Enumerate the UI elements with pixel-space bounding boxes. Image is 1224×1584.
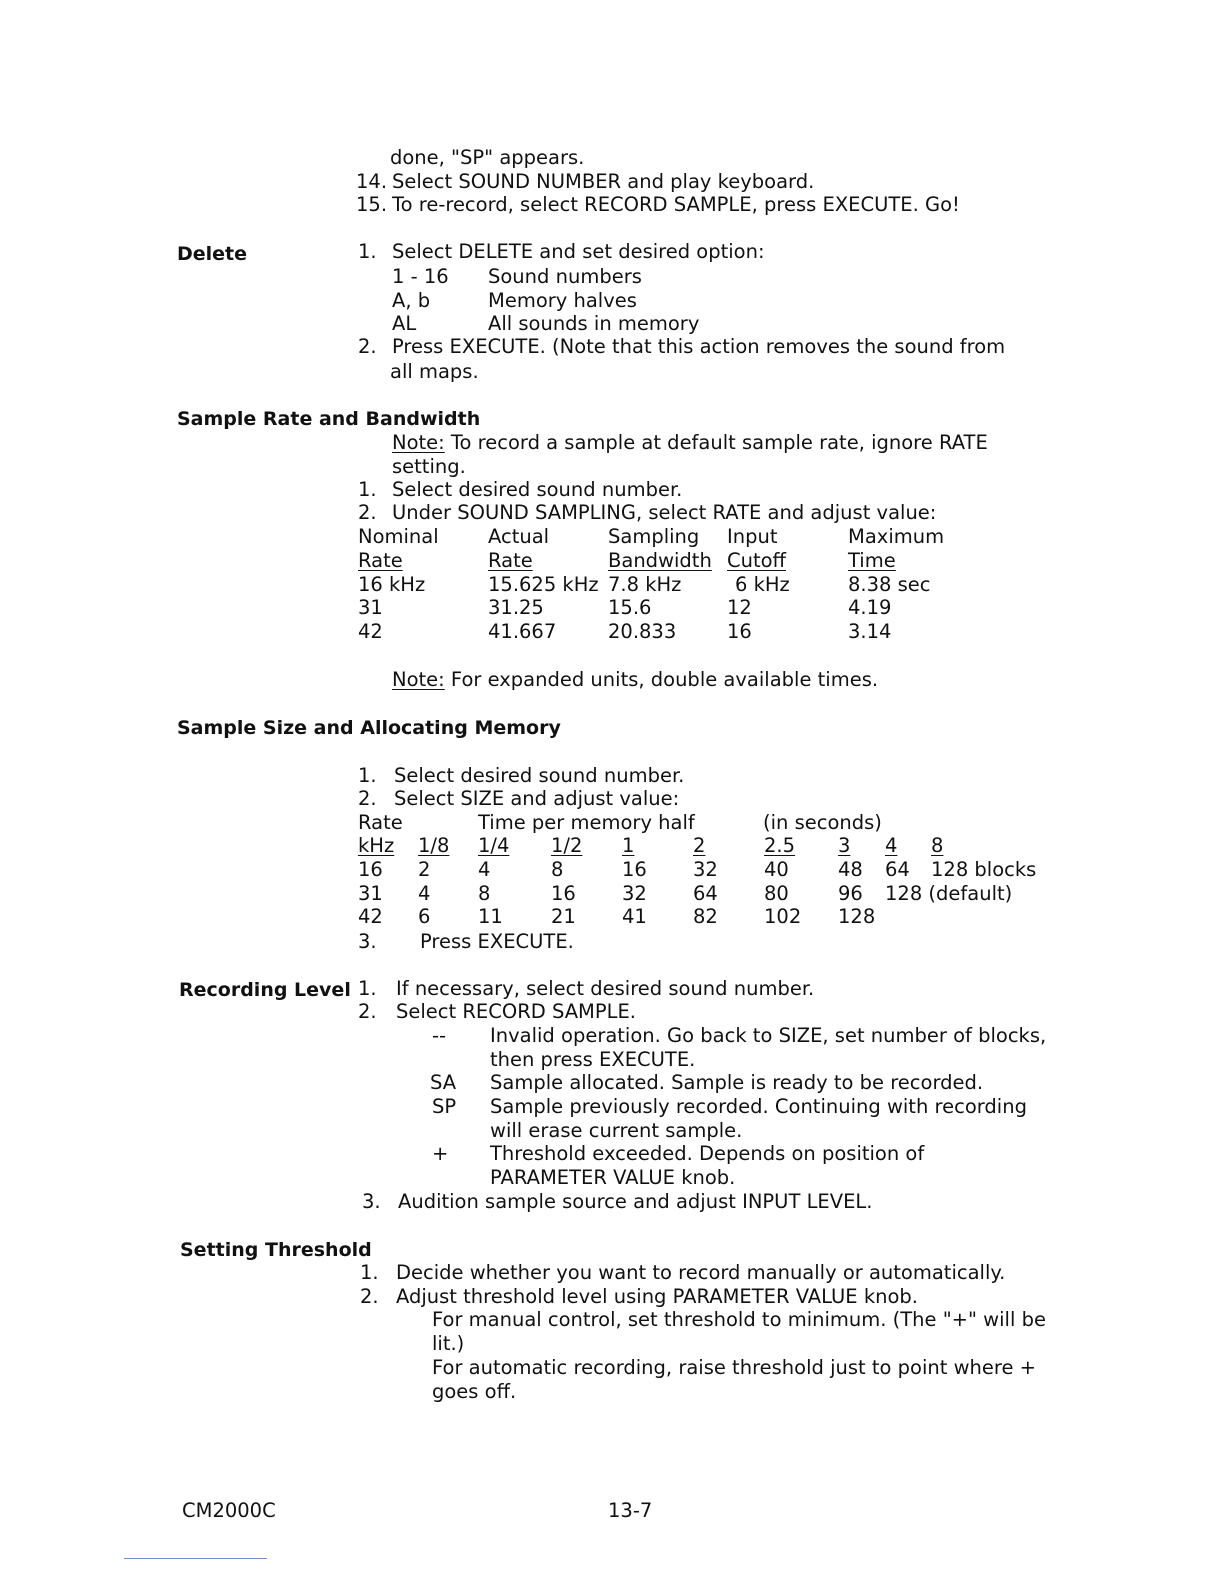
size-cell: 128 xyxy=(838,905,876,928)
level-step-2: Select RECORD SAMPLE. xyxy=(396,1000,636,1023)
note-text: For expanded units, double available times. xyxy=(444,668,879,691)
step-number: 3. xyxy=(358,930,377,953)
step-14-text: Select SOUND NUMBER and play keyboard. xyxy=(392,170,815,193)
size-col-header: 2.5 xyxy=(764,834,796,857)
rate-cell: 15.625 kHz xyxy=(488,573,599,596)
size-cell: 102 xyxy=(764,905,802,928)
step-number: 1. xyxy=(358,478,377,501)
step-number: 3. xyxy=(362,1190,381,1213)
size-cell: 4 xyxy=(478,858,491,881)
rate-cell: 20.833 xyxy=(608,620,677,643)
rate-cell: 4.19 xyxy=(848,596,892,619)
size-step-2: Select SIZE and adjust value: xyxy=(394,787,680,810)
rate-cell: 16 xyxy=(727,620,752,643)
display-code: SA xyxy=(430,1071,457,1094)
page-number: 13-7 xyxy=(608,1499,653,1522)
step-number: 15. xyxy=(356,193,388,216)
display-code-desc: Sample previously recorded. Continuing with recording xyxy=(490,1095,1027,1118)
level-heading: Recording Level xyxy=(179,979,351,1001)
note-text: To record a sample at default sample rate, ignore RATE xyxy=(444,431,988,454)
display-code: + xyxy=(432,1142,449,1165)
size-cell: 6 xyxy=(418,905,431,928)
size-cell: 80 xyxy=(764,882,789,905)
note-label: Note: xyxy=(392,431,445,454)
rate-col-header: Actual xyxy=(488,525,550,548)
size-col-header: 1/8 xyxy=(418,834,450,857)
footer-doc-id: CM2000C xyxy=(182,1499,276,1522)
rate-step-2: Under SOUND SAMPLING, select RATE and adjust value: xyxy=(392,501,937,524)
threshold-auto: For automatic recording, raise threshold just to point where + xyxy=(432,1356,1037,1379)
size-cell: 16 xyxy=(622,858,647,881)
size-cell: 41 xyxy=(622,905,647,928)
size-cell: 64 xyxy=(693,882,718,905)
delete-step-1: Select DELETE and set desired option: xyxy=(392,240,765,263)
delete-option-desc: All sounds in memory xyxy=(488,312,700,335)
step-number: 2. xyxy=(358,335,377,358)
rate-cell: 8.38 sec xyxy=(848,573,931,596)
rate-col-header: Rate xyxy=(488,549,533,572)
size-cell: 11 xyxy=(478,905,503,928)
rate-col-header: Cutoff xyxy=(727,549,786,572)
bottom-divider xyxy=(124,1558,267,1559)
size-col-header: 1/2 xyxy=(551,834,583,857)
step-number: 2. xyxy=(358,501,377,524)
size-cell: 128 blocks xyxy=(931,858,1037,881)
delete-option-key: 1 - 16 xyxy=(392,265,449,288)
delete-option-key: A, b xyxy=(392,289,431,312)
threshold-auto-cont: goes off. xyxy=(432,1380,517,1403)
rate-heading: Sample Rate and Bandwidth xyxy=(177,408,481,430)
rate-cell: 12 xyxy=(727,596,752,619)
display-code-desc-cont: PARAMETER VALUE knob. xyxy=(490,1166,736,1189)
rate-cell: 31.25 xyxy=(488,596,544,619)
size-step-3: Press EXECUTE. xyxy=(420,930,574,953)
step-number: 2. xyxy=(360,1285,379,1308)
step-number: 1. xyxy=(358,764,377,787)
threshold-manual-cont: lit.) xyxy=(432,1332,465,1355)
display-code-desc: Sample allocated. Sample is ready to be recorded. xyxy=(490,1071,984,1094)
delete-step-2-text: Press EXECUTE. (Note that this action removes the sound from xyxy=(392,335,1006,358)
threshold-manual: For manual control, set threshold to minimum. (The "+" will be xyxy=(432,1308,1046,1331)
size-cell: 16 xyxy=(551,882,576,905)
rate-cell: 15.6 xyxy=(608,596,652,619)
size-cell: 8 xyxy=(551,858,564,881)
size-cell: 128 (default) xyxy=(885,882,1013,905)
size-col-header: 8 xyxy=(931,834,944,857)
size-cell: 16 xyxy=(358,858,383,881)
display-code-desc-cont: then press EXECUTE. xyxy=(490,1048,696,1071)
level-step-1: If necessary, select desired sound number. xyxy=(396,977,815,1000)
step-number: 1. xyxy=(358,240,377,263)
size-cell: 4 xyxy=(418,882,431,905)
delete-step-2-cont: all maps. xyxy=(390,360,479,383)
size-col-header: 2 xyxy=(693,834,706,857)
intro-continuation: done, "SP" appears. xyxy=(390,146,585,169)
rate-col-header: Input xyxy=(727,525,778,548)
size-header-time: Time per memory half xyxy=(478,811,695,834)
level-step-3: Audition sample source and adjust INPUT LEVEL. xyxy=(398,1190,873,1213)
rate-step-1: Select desired sound number. xyxy=(392,478,683,501)
size-cell: 32 xyxy=(622,882,647,905)
size-cell: 31 xyxy=(358,882,383,905)
threshold-step-2: Adjust threshold level using PARAMETER VALUE knob. xyxy=(396,1285,918,1308)
note-label: Note: xyxy=(392,668,445,691)
delete-step-2 xyxy=(392,335,1083,359)
rate-note-2 xyxy=(392,668,878,692)
size-col-header: 3 xyxy=(838,834,851,857)
size-cell: 82 xyxy=(693,905,718,928)
rate-col-header: Sampling xyxy=(608,525,700,548)
rate-cell: 42 xyxy=(358,620,383,643)
rate-cell: 7.8 kHz xyxy=(608,573,682,596)
step-number: 14. xyxy=(356,170,388,193)
rate-col-header: Maximum xyxy=(848,525,945,548)
size-cell: 40 xyxy=(764,858,789,881)
size-cell: 42 xyxy=(358,905,383,928)
size-cell: 2 xyxy=(418,858,431,881)
size-cell: 8 xyxy=(478,882,491,905)
size-cell: 21 xyxy=(551,905,576,928)
display-code-desc-cont: will erase current sample. xyxy=(490,1119,743,1142)
size-header-rate: Rate xyxy=(358,811,403,834)
step-number: 1. xyxy=(358,977,377,1000)
delete-heading: Delete xyxy=(177,243,248,265)
step-15-text: To re-record, select RECORD SAMPLE, press EXECUTE. Go! xyxy=(392,193,960,216)
threshold-heading: Setting Threshold xyxy=(180,1239,372,1261)
size-cell: 64 xyxy=(885,858,910,881)
size-cell: 32 xyxy=(693,858,718,881)
step-number: 2. xyxy=(358,1000,377,1023)
display-code-desc: Invalid operation. Go back to SIZE, set number of blocks, xyxy=(490,1024,1047,1047)
size-heading: Sample Size and Allocating Memory xyxy=(177,717,561,739)
delete-option-desc: Sound numbers xyxy=(488,265,642,288)
step-number: 1. xyxy=(360,1261,379,1284)
delete-option-desc: Memory halves xyxy=(488,289,637,312)
rate-col-header: Nominal xyxy=(358,525,439,548)
display-code: SP xyxy=(432,1095,457,1118)
rate-cell: 16 kHz xyxy=(358,573,426,596)
display-code-desc: Threshold exceeded. Depends on position of xyxy=(490,1142,925,1165)
size-col-header: 1 xyxy=(622,834,635,857)
rate-cell: 41.667 xyxy=(488,620,557,643)
delete-option-key: AL xyxy=(392,312,417,335)
rate-col-header: Bandwidth xyxy=(608,549,712,572)
step-number: 2. xyxy=(358,787,377,810)
rate-col-header: Rate xyxy=(358,549,403,572)
rate-note-cont: setting. xyxy=(392,455,466,478)
rate-note xyxy=(392,431,988,455)
threshold-step-1: Decide whether you want to record manually or automatically. xyxy=(396,1261,1006,1284)
size-col-header: 1/4 xyxy=(478,834,510,857)
size-col-header: 4 xyxy=(885,834,898,857)
display-code: -- xyxy=(432,1024,447,1047)
size-col-header: kHz xyxy=(358,834,395,857)
size-step-1: Select desired sound number. xyxy=(394,764,685,787)
rate-cell: 6 kHz xyxy=(735,573,790,596)
rate-cell: 31 xyxy=(358,596,383,619)
size-cell: 48 xyxy=(838,858,863,881)
size-header-seconds: (in seconds) xyxy=(763,811,882,834)
size-cell: 96 xyxy=(838,882,863,905)
rate-cell: 3.14 xyxy=(848,620,892,643)
rate-col-header: Time xyxy=(848,549,896,572)
